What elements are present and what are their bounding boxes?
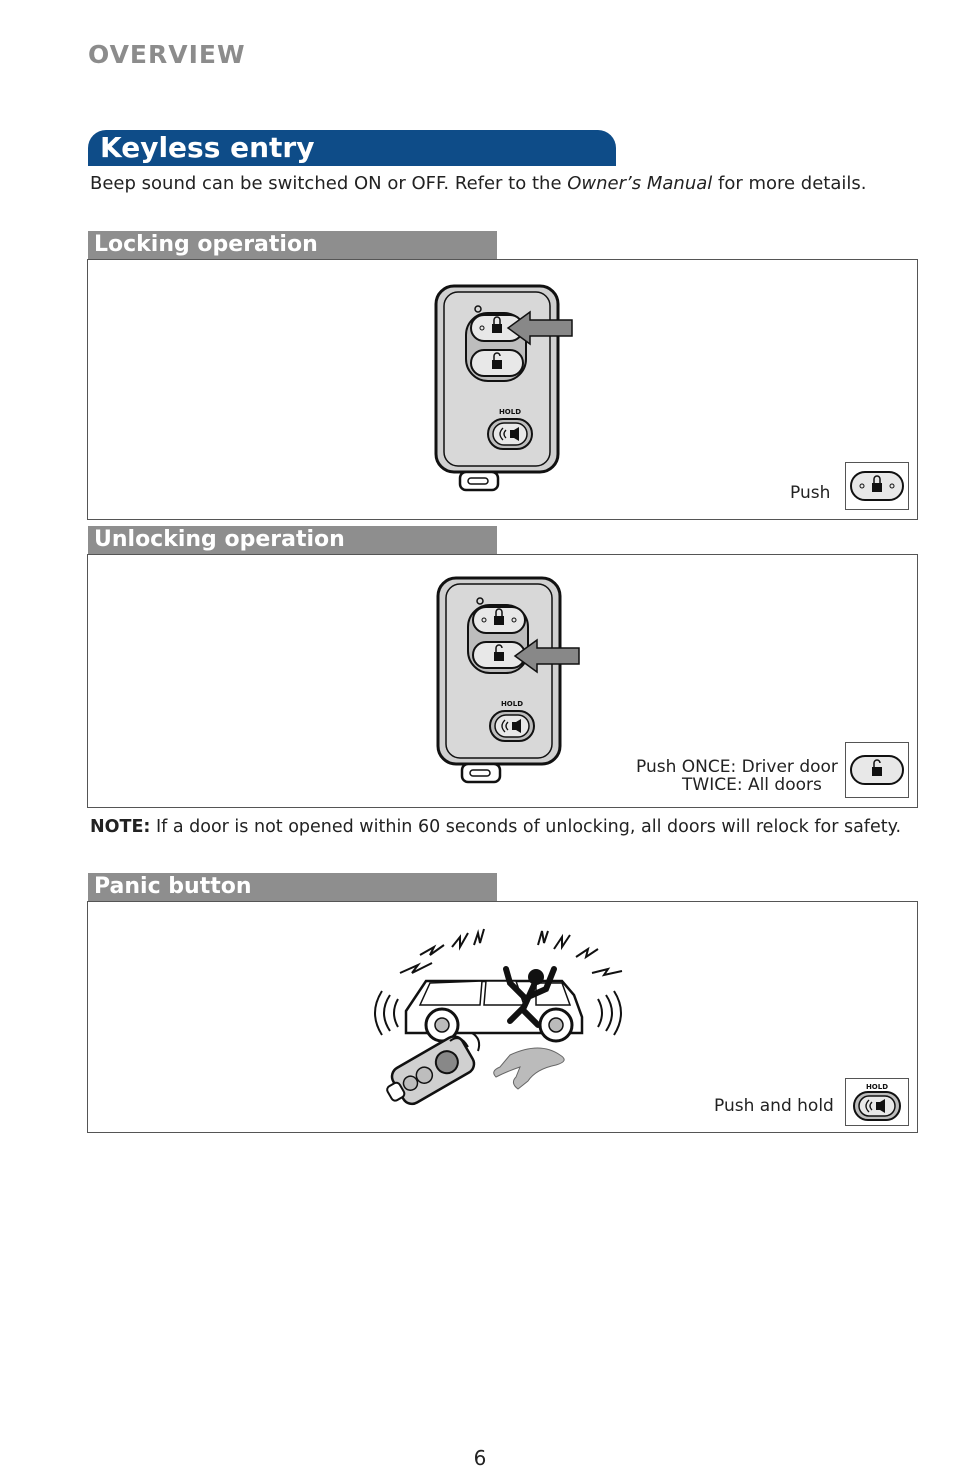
panic-alarm-illustration [370,925,630,1110]
panic-caption: Push and hold [714,1096,834,1116]
page-title: Keyless entry [100,131,315,164]
unlocking-caption-line2: TWICE: All doors [682,775,822,795]
unlock-button-box [845,742,909,798]
intro-before: Beep sound can be switched ON or OFF. Refer to the [90,173,568,194]
unlocking-heading-bar [88,526,497,554]
title-banner [88,130,616,166]
panic-button-icon [850,1081,904,1123]
panic-heading-bar [88,873,497,901]
key-fob-lock-icon [430,280,590,500]
panic-button-box [845,1078,909,1126]
locking-caption: Push [790,483,831,503]
page-number: 6 [473,1446,487,1470]
lock-button-box [845,462,909,510]
note-label: NOTE: [90,817,151,837]
lock-button-icon [850,471,904,501]
note-text [90,814,910,841]
unlocking-caption-line1: Push ONCE: Driver door [636,757,838,777]
svg-text:HOLD: HOLD [500,700,524,708]
svg-text:HOLD: HOLD [865,1083,889,1091]
owners-manual-ref: Owner’s Manual [567,173,713,194]
unlocking-caption [636,758,838,794]
svg-text:HOLD: HOLD [498,408,522,416]
key-fob-unlock-icon [432,572,592,792]
unlock-button-icon [850,755,904,785]
unlocking-heading: Unlocking operation [94,527,345,552]
section-header: OVERVIEW [88,40,246,69]
locking-heading: Locking operation [94,232,318,257]
locking-heading-bar [88,231,497,259]
intro-after: for more details. [712,173,867,194]
note-body: If a door is not opened within 60 seconds of unlocking, all doors will relock for safety. [150,817,902,837]
intro-text [90,172,890,196]
panic-heading: Panic button [94,874,252,899]
